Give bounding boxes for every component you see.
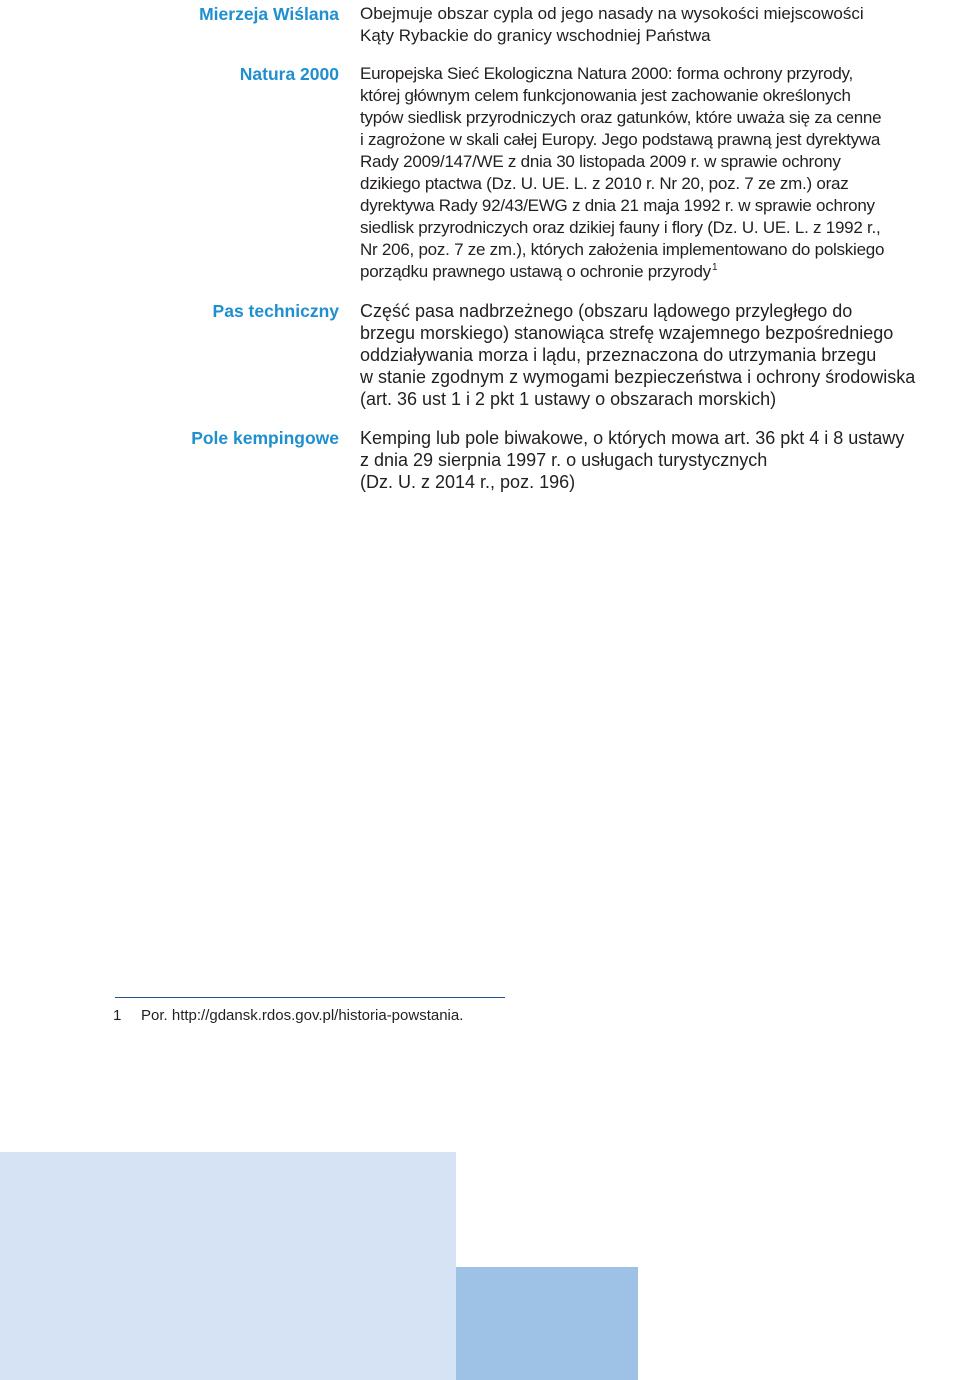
term-pole-kempingowe: Pole kempingowe — [191, 428, 339, 448]
definition-line: i zagrożone w skali całej Europy. Jego podstawą prawną jest dyrektywa — [360, 130, 881, 149]
definition-pole-kempingowe — [360, 427, 960, 493]
definition-line: z dnia 29 sierpnia 1997 r. o usługach turystycznych — [360, 450, 768, 470]
definition-line: Kemping lub pole biwakowe, o których mowa art. 36 pkt 4 i 8 ustawy — [360, 428, 905, 448]
definition-mierzeja-wislana — [360, 3, 960, 47]
footnote-divider — [115, 997, 505, 998]
decorative-block-light — [0, 1152, 456, 1380]
definition-pas-techniczny — [360, 300, 960, 410]
term-natura-2000: Natura 2000 — [239, 64, 339, 84]
footnote — [113, 1006, 463, 1026]
definition-line: Nr 206, poz. 7 ze zm.), których założenia implementowano do polskiego — [360, 240, 885, 259]
definition-natura-2000 — [360, 63, 960, 283]
definition-line-last — [360, 261, 960, 283]
term-pas-techniczny: Pas techniczny — [212, 301, 339, 321]
footnote-reference[interactable]: 1 — [711, 262, 718, 273]
definition-line: (art. 36 ust 1 i 2 pkt 1 ustawy o obszarach morskich) — [360, 389, 777, 409]
definition-line: Kąty Rybackie do granicy wschodniej Państwa — [360, 26, 711, 45]
definition-line: typów siedlisk przyrodniczych oraz gatunków, które uważa się za cenne — [360, 108, 882, 127]
footnote-number: 1 — [113, 1007, 122, 1024]
definition-line: Obejmuje obszar cypla od jego nasady na wysokości miejscowości — [360, 4, 864, 23]
definition-line: Część pasa nadbrzeżnego (obszaru lądowego przyległego do — [360, 301, 853, 321]
definition-line-text: porządku prawnego ustawą o ochronie przyrody — [360, 262, 711, 281]
definition-line: w stanie zgodnym z wymogami bezpieczeństwa i ochrony środowiska — [360, 367, 916, 387]
definition-line: której głównym celem funkcjonowania jest zachowanie określonych — [360, 86, 851, 105]
definition-line: Europejska Sieć Ekologiczna Natura 2000: forma ochrony przyrody, — [360, 64, 853, 83]
definition-line: brzegu morskiego) stanowiąca strefę wzajemnego bezpośredniego — [360, 323, 894, 343]
decorative-block-mid — [456, 1267, 638, 1380]
definition-line: siedlisk przyrodniczych oraz dzikiej fauny i flory (Dz. U. UE. L. z 1992 r., — [360, 218, 881, 237]
definition-line: Rady 2009/147/WE z dnia 30 listopada 2009 r. w sprawie ochrony — [360, 152, 841, 171]
footnote-text[interactable]: Por. http://gdansk.rdos.gov.pl/historia-powstania. — [141, 1007, 464, 1024]
definition-line: dzikiego ptactwa (Dz. U. UE. L. z 2010 r. Nr 20, poz. 7 ze zm.) oraz — [360, 174, 849, 193]
definition-line: (Dz. U. z 2014 r., poz. 196) — [360, 472, 576, 492]
definition-line: oddziaływania morza i lądu, przeznaczona do utrzymania brzegu — [360, 345, 877, 365]
definition-line: dyrektywa Rady 92/43/EWG z dnia 21 maja 1992 r. w sprawie ochrony — [360, 196, 875, 215]
term-mierzeja-wislana: Mierzeja Wiślana — [199, 4, 339, 24]
